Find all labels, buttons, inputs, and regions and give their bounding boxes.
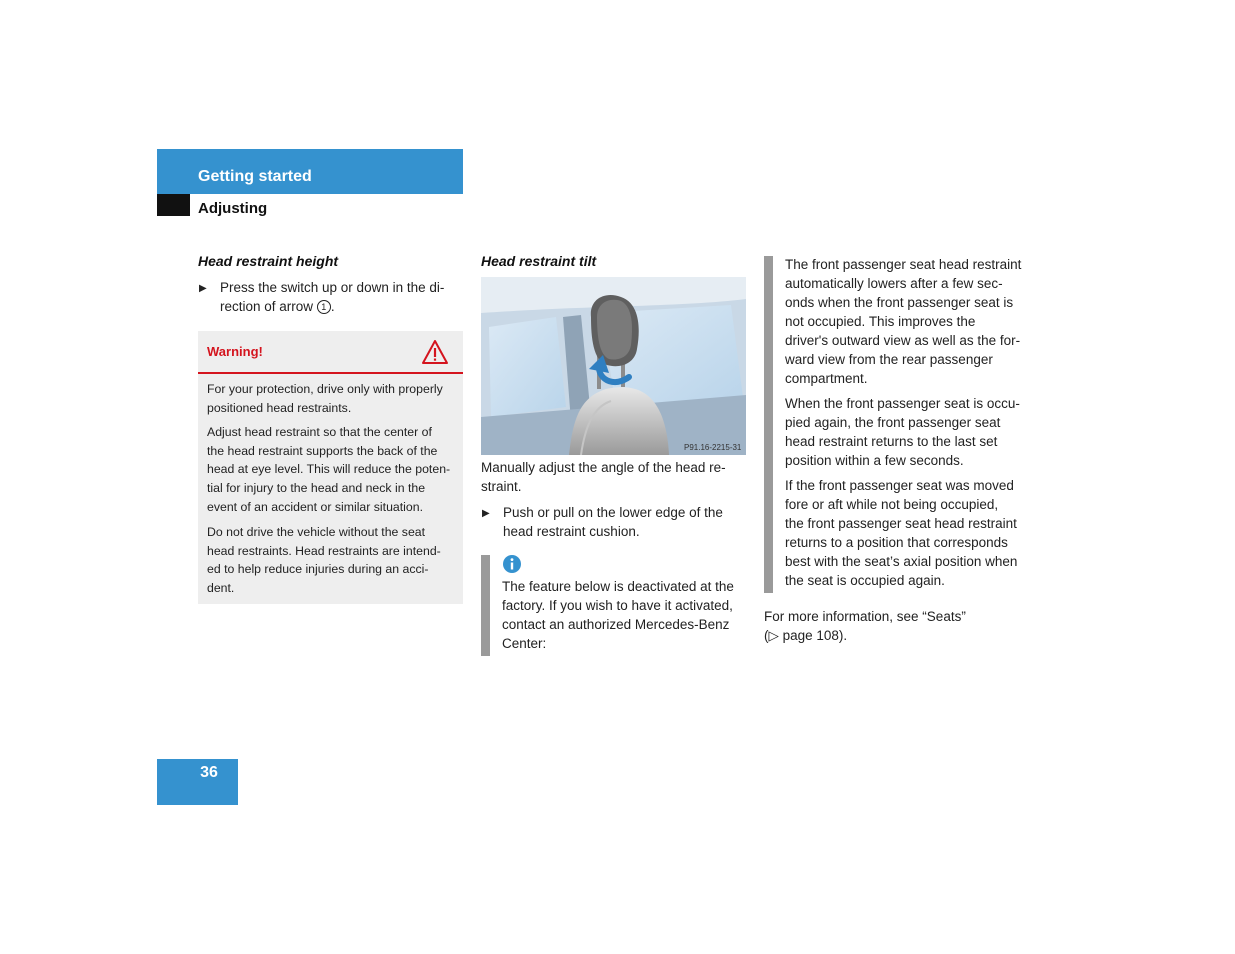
subsection-title: Adjusting: [198, 200, 268, 217]
heading-head-restraint-height: Head restraint height: [198, 253, 339, 269]
bullet-arrow-icon: ▶: [199, 283, 207, 294]
warning-paragraph: Adjust head restraint so that the center of the head restraint supports the back of the head at eye level. This will reduce the poten- tial for injury to the head and neck in the event of an accident or similar situation.: [207, 425, 451, 514]
warning-triangle-icon: [421, 339, 449, 365]
info-text: The feature below is deactivated at the factory. If you wish to have it activated, contact an authorized Mercedes-Benz Center:: [502, 579, 734, 651]
info-sidebar: [481, 555, 490, 656]
warning-divider: [198, 372, 463, 374]
note-paragraph: If the front passenger seat was moved fore or aft while not being occupied, the front passenger seat head restraint returns to a position that corresponds best with the seat’s axial position when the seat is occupied again.: [785, 478, 1018, 588]
note-paragraph: When the front passenger seat is occu- pied again, the front passenger seat head restraint returns to the last set position within a few seconds.: [785, 396, 1020, 468]
info-icon: [502, 554, 522, 574]
warning-paragraph: For your protection, drive only with properly positioned head restraints.: [207, 382, 443, 415]
bullet-arrow-icon: ▶: [482, 508, 490, 519]
section-title: Getting started: [198, 168, 312, 185]
warning-title: Warning!: [207, 344, 263, 359]
heading-head-restraint-tilt: Head restraint tilt: [481, 253, 597, 269]
page-link[interactable]: (▷ page 108).: [764, 628, 848, 643]
bullet-line: Press the switch up or down in the di-: [220, 280, 445, 295]
figure-caption: Manually adjust the angle of the head re- straint.: [481, 460, 726, 494]
warning-paragraph: Do not drive the vehicle without the seat head restraints. Head restraints are intend- ed to help reduce injuries during an acci- dent.: [207, 525, 441, 596]
note-sidebar: [764, 256, 773, 593]
page-number: 36: [200, 764, 218, 781]
bullet-text: Push or pull on the lower edge of the head restraint cushion.: [503, 505, 723, 539]
cross-reference: For more information, see “Seats” (▷ page 108).: [764, 609, 966, 643]
arrow-number-badge: 1: [317, 300, 331, 314]
head-restraint-illustration: [481, 277, 746, 455]
figure-code: P91.16-2215-31: [684, 443, 742, 452]
subsection-marker: [157, 194, 190, 216]
bullet-line: rection of arrow 1 .: [220, 299, 335, 314]
note-paragraph: The front passenger seat head restraint automatically lowers after a few sec- onds when the front passenger seat is not occupied. This improves the driver's outward view as well as the for- ward view from the rear passenger compartment.: [785, 257, 1022, 386]
